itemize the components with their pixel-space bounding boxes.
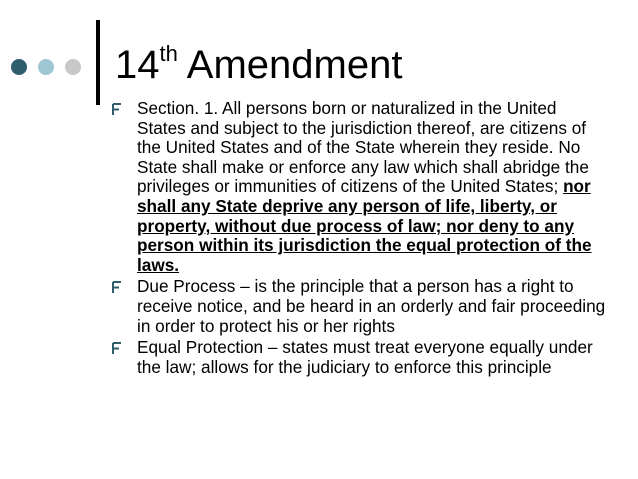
bullet-item [108,99,608,275]
slide-title [115,42,402,88]
bullet-item [108,277,608,336]
bullet-text: Equal Protection – states must treat everyone equally under the law; allows for the judiciary to enforce this principle [137,337,593,377]
curl-bracket-bullet-icon [110,342,123,355]
bullet-text: Due Process – is the principle that a person has a right to receive notice, and be heard in an orderly and fair proceeding in order to protect his or her rights [137,276,606,336]
bullet-list [108,99,608,379]
title-number: 14 [115,43,160,87]
curl-bracket-bullet-icon [110,281,123,294]
dot-dark-icon [11,59,27,75]
curl-bracket-bullet-icon [110,103,123,116]
bullet-text: Section. 1. All persons born or naturalized in the United States and subject to the jurisdiction thereof, are citizens of the United States and of the State wherein they reside. No State shall make or enforce any law which shall abridge the privileges or immunities of citizens of the United States; [137,98,589,197]
decorative-dots [11,59,81,75]
title-text: Amendment [177,43,403,87]
dot-light-icon [38,59,54,75]
bullet-item [108,338,608,377]
dot-gray-icon [65,59,81,75]
bullet-emphasis-text: nor shall any State deprive any person of life, liberty, or property, without due process of law; nor deny to any person within its jurisdiction the equal protection of the laws. [137,176,592,275]
title-divider [96,20,100,105]
title-superscript: th [159,41,178,66]
